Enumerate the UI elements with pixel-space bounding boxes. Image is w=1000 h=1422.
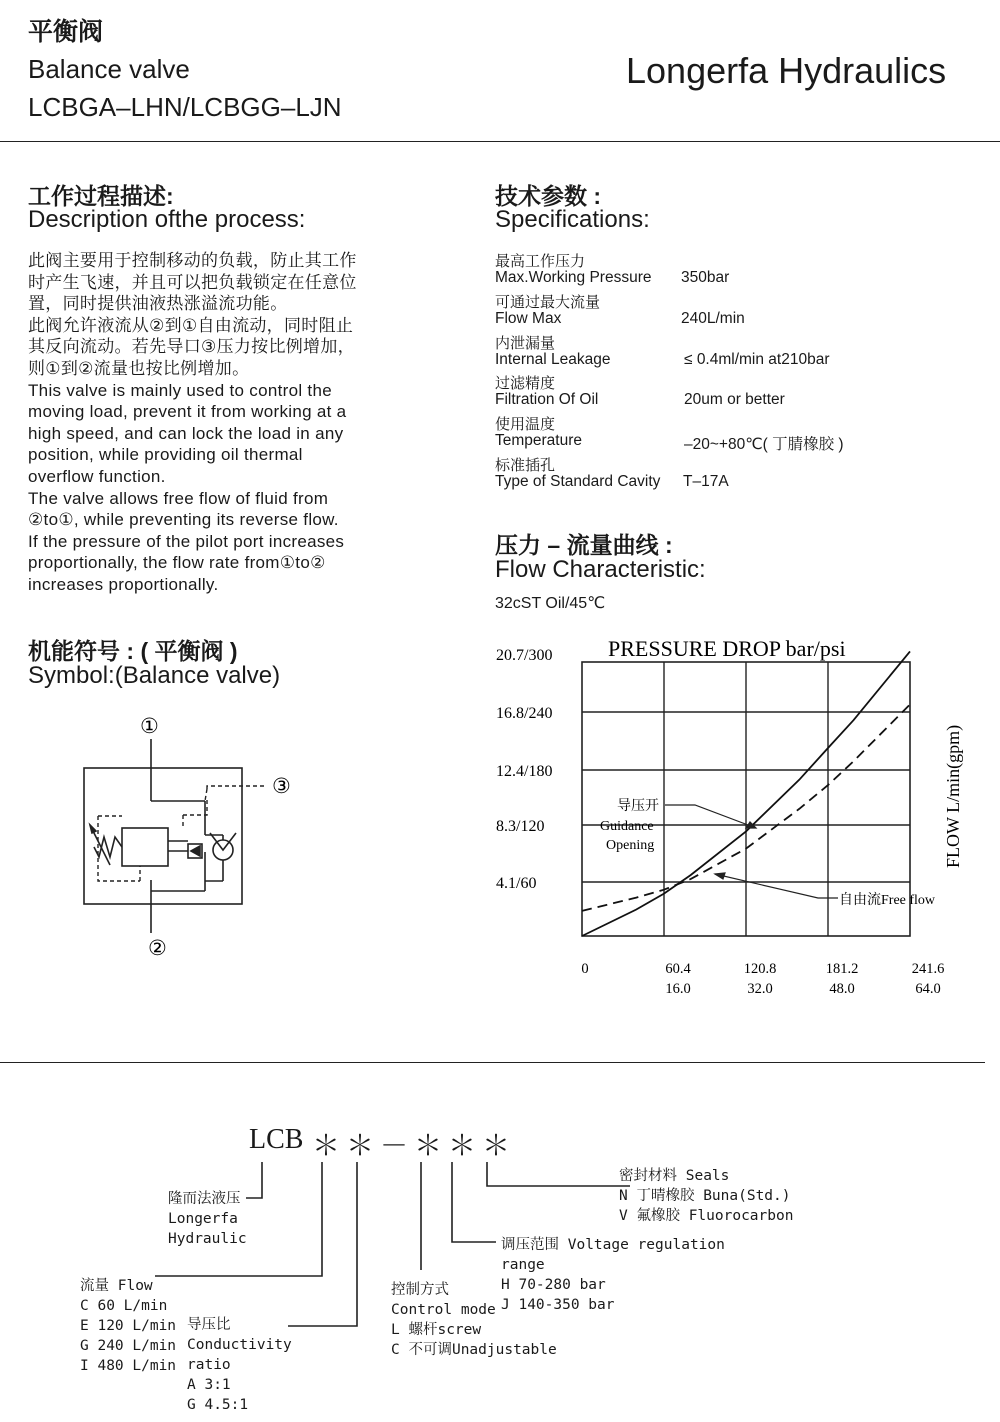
description-text (28, 250, 448, 596)
chart-y-tick-label: 8.3/120 (496, 818, 545, 835)
description-line: proportionally, the flow rate from①to② (28, 553, 326, 573)
chart-x-tick-label-secondary: 64.0 (915, 981, 941, 997)
code-ratio-title-en1: Conductivity (187, 1337, 292, 1353)
guidance-label-en1: Guidance (600, 819, 654, 834)
model-number: LCBGA–LHN/LCBGG–LJN (28, 92, 342, 122)
flow-characteristic-chart (490, 630, 990, 1010)
spec-label-zh: 使用温度 (495, 416, 556, 434)
chart-title: PRESSURE DROP bar/psi (608, 636, 846, 661)
chart-x-tick-label: 0 (581, 961, 589, 977)
description-line: 时产生飞速，并且可以把负载锁定在任意位 (28, 272, 357, 292)
spec-label-zh: 内泄漏量 (495, 334, 556, 352)
code-placeholder: ＊ (414, 1131, 443, 1162)
port-3-label: ③ (272, 774, 291, 798)
chart-x-tick-label-secondary: 32.0 (747, 981, 773, 997)
chart-y-tick-label: 16.8/240 (496, 705, 553, 722)
code-range-title2: range (501, 1257, 545, 1273)
chart-ticks (496, 647, 944, 997)
code-flow-options (80, 1296, 176, 1376)
description-line: 此阀主要用于控制移动的负载，防止其工作 (28, 251, 357, 270)
chart-y-axis-label: FLOW L/min(gpm) (943, 724, 963, 868)
flow-heading-en: Flow Characteristic: (495, 556, 706, 583)
code-brand-zh: 隆而法液压 (168, 1191, 241, 1207)
code-placeholder: － (380, 1131, 409, 1162)
chart-x-tick-label-secondary: 16.0 (665, 981, 691, 997)
code-ratio-options (187, 1375, 292, 1415)
balance-valve-symbol (60, 705, 320, 965)
spec-value: –20~+80℃( 丁腈橡胶 ) (684, 436, 844, 454)
code-option: C 60 L/min (80, 1298, 168, 1314)
description-heading-zh: 工作过程描述: (28, 183, 174, 209)
description-line: position, while providing oil thermal (28, 445, 303, 465)
spec-value: ≤ 0.4ml/min at210bar (684, 350, 830, 368)
chart-x-tick-label: 120.8 (743, 961, 777, 977)
spec-label-en: Filtration Of Oil (495, 391, 599, 409)
description-line: 则①到②流量也按比例增加。 (28, 358, 250, 378)
spec-value: 350bar (681, 269, 730, 286)
code-range-options (501, 1275, 725, 1315)
code-option: C 不可调Unadjustable (391, 1342, 557, 1358)
code-option: G 240 L/min (80, 1338, 177, 1354)
description-line: This valve is mainly used to control the (28, 380, 332, 400)
description-line: overflow function. (28, 466, 166, 486)
specifications-heading-en: Specifications: (495, 206, 650, 233)
code-seals (619, 1166, 793, 1226)
description-line: ②to①, while preventing its reverse flow. (28, 510, 339, 530)
code-control-title-en: Control mode (391, 1302, 496, 1318)
spec-label-zh: 标准插孔 (495, 457, 556, 474)
description-line: high speed, and can lock the load in any (28, 423, 344, 443)
spec-label-zh: 过滤精度 (495, 375, 556, 393)
code-option: L 螺杆screw (391, 1322, 482, 1338)
symbol-heading-zh: 机能符号 : ( 平衡阀 ) (28, 638, 238, 664)
description-line: If the pressure of the pilot port increases (28, 531, 345, 551)
code-option: N 丁晴橡胶 Buna(Std.) (619, 1188, 791, 1204)
port-1-label: ① (140, 714, 159, 738)
code-flow-title: 流量 Flow (80, 1278, 153, 1294)
code-seals-options (619, 1186, 793, 1226)
spec-value: 240L/min (681, 309, 745, 327)
specifications-heading-zh: 技术参数 : (495, 183, 602, 209)
spec-label-en: Flow Max (495, 309, 562, 327)
spec-value: T–17A (683, 473, 729, 490)
title-en: Balance valve (28, 54, 190, 84)
description-line: moving load, prevent it from working at a (28, 402, 347, 422)
free-flow-leader (715, 873, 838, 898)
chart-x-tick-label-secondary: 48.0 (829, 981, 855, 997)
guidance-label-en2: Opening (606, 838, 655, 853)
code-control-title-zh: 控制方式 (391, 1282, 449, 1298)
code-control-options (391, 1320, 557, 1360)
spec-label-zh: 最高工作压力 (495, 253, 586, 270)
code-placeholder: ＊ (312, 1131, 341, 1162)
code-brand (168, 1189, 247, 1249)
code-option: V 氟橡胶 Fluorocarbon (619, 1208, 794, 1224)
brand-name: Longerfa Hydraulics (626, 50, 947, 91)
code-brand-en2: Hydraulic (168, 1231, 247, 1247)
code-option: I 480 L/min (80, 1358, 177, 1374)
ordering-divider (0, 1062, 985, 1063)
code-brand-en1: Longerfa (168, 1211, 238, 1227)
code-ratio-title-en2: ratio (187, 1357, 231, 1373)
chart-y-tick-label: 12.4/180 (496, 763, 553, 780)
spec-value: 20um or better (684, 391, 785, 409)
code-seals-title: 密封材料 Seals (619, 1168, 730, 1184)
chart-y-tick-label: 20.7/300 (496, 647, 553, 664)
spec-label-en: Internal Leakage (495, 350, 611, 368)
chart-x-tick-label: 181.2 (825, 961, 859, 977)
oil-note: 32cST Oil/45℃ (495, 595, 606, 612)
code-option: H 70-280 bar (501, 1277, 606, 1293)
code-ratio (187, 1315, 292, 1415)
code-range (501, 1235, 725, 1315)
header-divider (0, 141, 1000, 142)
port-2-label: ② (148, 936, 167, 960)
code-placeholder: ＊ (346, 1131, 375, 1162)
description-line: 此阀允许液流从②到①自由流动，同时阻止 (28, 315, 354, 335)
ordering-code-prefix: LCB (249, 1124, 304, 1155)
spec-label-en: Type of Standard Cavity (495, 473, 661, 490)
title-zh: 平衡阀 (28, 18, 104, 46)
chart-y-tick-label: 4.1/60 (496, 875, 537, 892)
code-placeholder: ＊ (482, 1131, 511, 1162)
code-option: A 3:1 (187, 1377, 231, 1393)
description-line: The valve allows free flow of fluid from (28, 488, 329, 508)
description-line: 置，同时提供油液热涨溢流功能。 (28, 294, 288, 314)
description-line: 其反向流动。若先导口③压力按比例增加， (28, 337, 355, 357)
code-ratio-title-zh: 导压比 (187, 1317, 231, 1333)
free-flow-label: 自由流Free flow (839, 893, 936, 908)
chart-x-tick-label: 241.6 (911, 961, 945, 977)
code-placeholder: ＊ (448, 1131, 477, 1162)
code-flow (80, 1276, 176, 1376)
chart-x-tick-label: 60.4 (665, 961, 691, 977)
spec-label-en: Max.Working Pressure (495, 269, 652, 286)
flow-heading-zh: 压力 – 流量曲线 : (495, 532, 673, 558)
code-option: G 4.5:1 (187, 1397, 249, 1413)
spec-label-zh: 可通过最大流量 (495, 293, 601, 311)
description-heading-en: Description ofthe process: (28, 206, 306, 233)
code-range-title1: 调压范围 Voltage regulation (501, 1237, 725, 1253)
code-option: J 140-350 bar (501, 1297, 615, 1313)
spec-label-en: Temperature (495, 432, 583, 450)
description-line: increases proportionally. (28, 574, 219, 594)
guidance-label-zh: 导压开 (617, 799, 659, 814)
code-option: E 120 L/min (80, 1318, 177, 1334)
symbol-heading-en: Symbol:(Balance valve) (28, 662, 281, 689)
